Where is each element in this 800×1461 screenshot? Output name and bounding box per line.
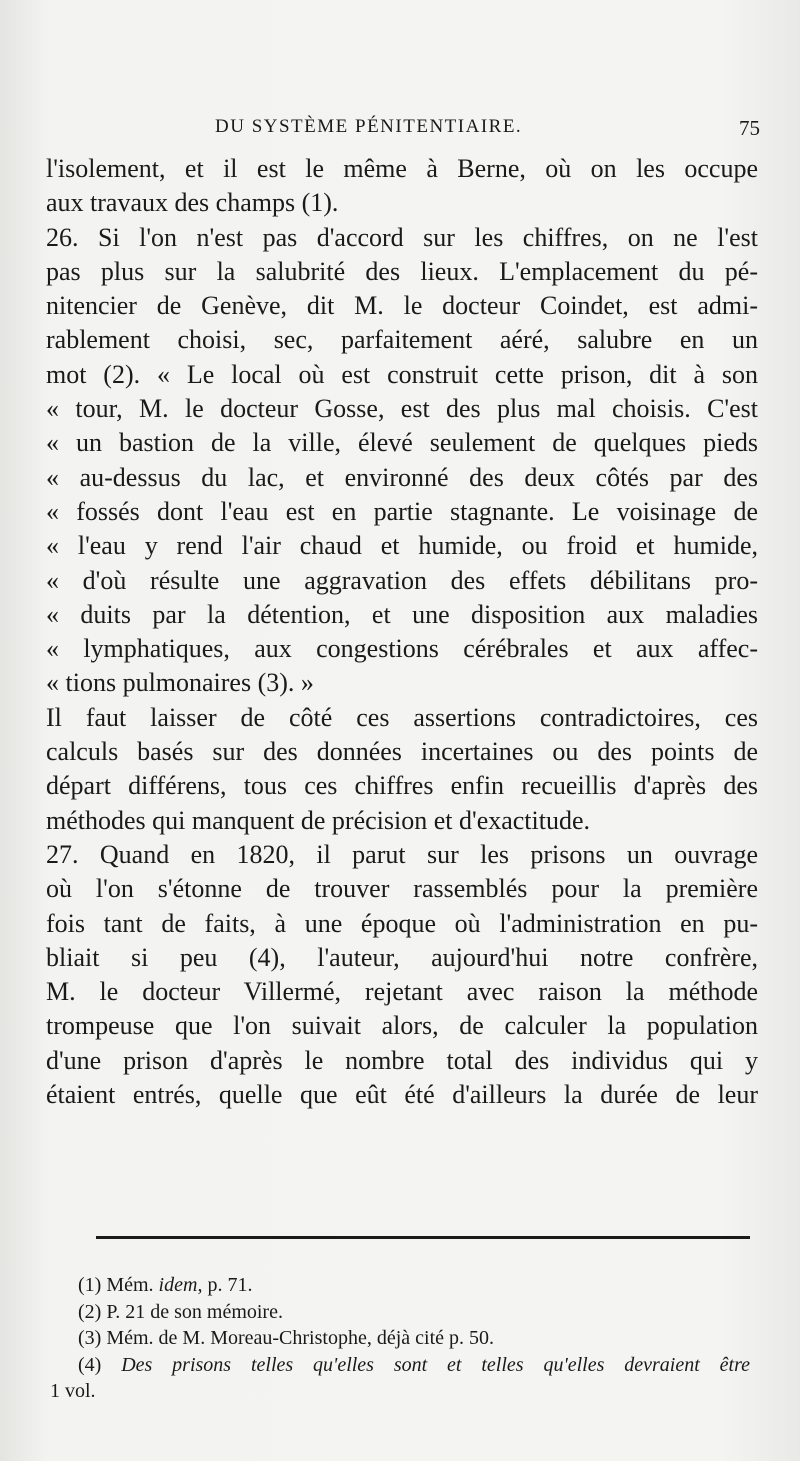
text-line: 26. Si l'on n'est pas d'accord sur les chiffres, on ne l'est: [46, 222, 758, 252]
footnote-text: (1) Mém.: [78, 1274, 159, 1296]
text-line: trompeuse que l'on suivait alors, de calculer la population: [46, 1011, 758, 1041]
text-line: où l'on s'étonne de trouver rassemblés pour la première: [46, 874, 758, 904]
footnote-text: (2) P. 21 de son mémoire.: [78, 1300, 283, 1323]
running-title: DU SYSTÈME PÉNITENTIAIRE.: [215, 116, 523, 137]
footnote-text: 1 vol.: [50, 1380, 96, 1402]
footnote-text: , p. 71.: [197, 1274, 253, 1296]
text-line: « un bastion de la ville, élevé seulement de quelques pieds: [46, 428, 758, 458]
text-line: « l'eau y rend l'air chaud et humide, ou froid et humide,: [46, 531, 758, 561]
text-line: M. le docteur Villermé, rejetant avec raison la méthode: [46, 977, 758, 1007]
text-line: « duits par la détention, et une disposition aux maladies: [46, 599, 758, 629]
text-line: méthodes qui manquent de précision et d'exactitude.: [46, 805, 591, 835]
text-line: « d'où résulte une aggravation des effets débilitans pro-: [46, 565, 758, 595]
page-number: 75: [739, 116, 760, 140]
text-line: rablement choisi, sec, parfaitement aéré, salubre en un: [46, 325, 758, 355]
footnote-4-continued: [50, 1378, 750, 1405]
footnote-2: [50, 1299, 750, 1326]
text-line: départ différens, tous ces chiffres enfin recueillis d'après des: [46, 771, 758, 801]
text-line: d'une prison d'après le nombre total des individus qui y: [46, 1045, 758, 1075]
text-line: Il faut laisser de côté ces assertions contradictoires, ces: [46, 702, 758, 732]
text-line: nitencier de Genève, dit M. le docteur Coindet, est admi-: [46, 291, 758, 321]
text-line: bliait si peu (4), l'auteur, aujourd'hui notre confrère,: [46, 942, 758, 972]
text-line: 27. Quand en 1820, il parut sur les prisons un ouvrage: [46, 839, 758, 869]
text-line: « tour, M. le docteur Gosse, est des plus mal choisis. C'est: [46, 394, 758, 424]
text-line: « fossés dont l'eau est en partie stagnante. Le voisinage de: [46, 496, 758, 526]
footnote-3: [50, 1325, 750, 1352]
text-line: étaient entrés, quelle que eût été d'ailleurs la durée de leur: [46, 1080, 758, 1110]
text-line: calculs basés sur des données incertaines ou des points de: [46, 737, 758, 767]
footnote-rule: [96, 1236, 750, 1239]
footnote-text: (4): [78, 1353, 122, 1376]
body-text: [46, 152, 758, 1112]
text-line: mot (2). « Le local où est construit cette prison, dit à son: [46, 359, 758, 389]
footnotes: [50, 1272, 750, 1405]
footnote-text: (3) Mém. de M. Moreau-Christophe, déjà cité p. 50.: [78, 1327, 495, 1349]
text-line: aux travaux des champs (1).: [46, 188, 339, 218]
footnote-italic: idem: [158, 1274, 198, 1296]
text-line: « lymphatiques, aux congestions cérébrales et aux affec-: [46, 634, 758, 664]
text-line: fois tant de faits, à une époque où l'administration en pu-: [46, 908, 758, 938]
text-line: l'isolement, et il est le même à Berne, où on les occupe: [46, 154, 758, 183]
text-line: « tions pulmonaires (3). »: [46, 668, 314, 698]
footnote-1: [50, 1272, 750, 1299]
running-head: [215, 116, 760, 146]
text-line: « au-dessus du lac, et environné des deux côtés par des: [46, 462, 758, 492]
text-line: pas plus sur la salubrité des lieux. L'emplacement du pé-: [46, 256, 758, 286]
footnote-4: [50, 1352, 750, 1379]
footnote-italic: Des prisons telles qu'elles sont et telles qu'elles devraient être: [121, 1353, 750, 1376]
